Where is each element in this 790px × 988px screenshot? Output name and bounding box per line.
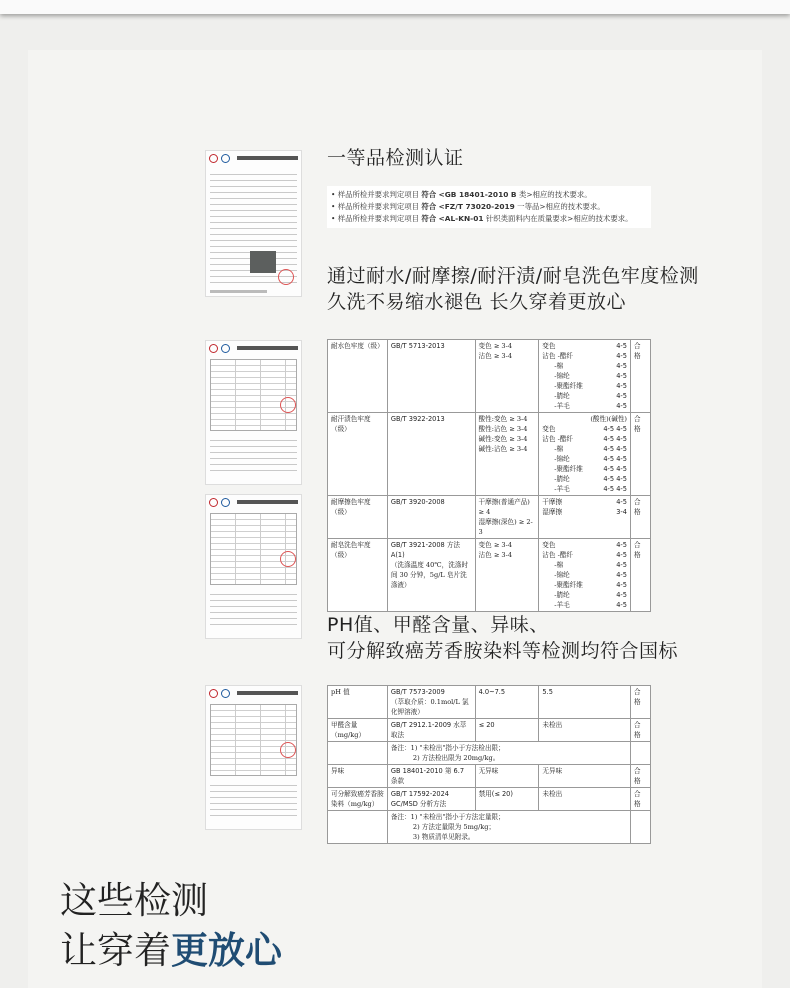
- result-value: 4-5 4-5: [603, 455, 627, 463]
- result-label: 变色: [542, 342, 556, 350]
- slogan-line-2: [60, 928, 282, 974]
- result-line: [542, 560, 627, 570]
- verdict: 合格: [631, 719, 651, 742]
- table-row: [328, 719, 651, 742]
- standard-line: • 样品所检并要求判定项目 符合 <GB 18401-2010 B 类>相应的技术要求。: [331, 190, 592, 199]
- standard-code: GB/T 2912.1-2009 水萃取法: [390, 721, 467, 739]
- requirement-line: 碱性:变色 ≥ 3-4: [478, 435, 528, 443]
- result-label: -聚酯纤维: [554, 465, 583, 473]
- result-line: [542, 540, 627, 550]
- result-label: -锦纶: [554, 455, 570, 463]
- test-item: 异味: [328, 765, 388, 788]
- result-label: -棉: [554, 561, 564, 569]
- requirement: ≤ 20: [475, 719, 539, 742]
- note-line: 备注：1) "未检出"指小于方法定量限；: [390, 813, 505, 821]
- requirement-line: 沾色 ≥ 3-4: [478, 352, 513, 360]
- result-line: [542, 361, 627, 371]
- result-line: [542, 474, 627, 484]
- result-label: 干摩擦: [542, 498, 563, 506]
- test-standard: [387, 719, 475, 742]
- sample-photo: [250, 251, 276, 273]
- cma-logo-icon: [209, 344, 218, 353]
- result-line: [542, 434, 627, 444]
- standard-line: • 样品所检并要求判定项目 符合 <AL-KN-01 针织类面料内在质量要求>相应的技术要求。: [331, 214, 633, 223]
- result-value: 4-5 4-5: [603, 445, 627, 453]
- slogan-line-1: 这些检测: [60, 879, 208, 922]
- section-heading-chemical-line2: 可分解致癌芳香胺染料等检测均符合国标: [327, 640, 679, 662]
- result-label: 沾色 -醋纤: [542, 435, 573, 443]
- test-standard: [387, 765, 475, 788]
- result-label: -腈纶: [554, 475, 570, 483]
- note-line: 2) 方法定量限为 5mg/kg；: [412, 823, 496, 831]
- result-line: [542, 570, 627, 580]
- cnas-logo-icon: [221, 344, 230, 353]
- result-value: 4-5: [616, 352, 627, 360]
- result-label: 变色: [542, 541, 556, 549]
- note: [387, 742, 630, 765]
- note-row: [328, 742, 651, 765]
- standard-code: GB/T 3922-2013: [390, 415, 445, 423]
- table-row: [328, 686, 651, 719]
- result-line: [542, 507, 627, 517]
- result-line: [542, 341, 627, 351]
- top-bar: [0, 0, 790, 14]
- note-spacer: [328, 811, 388, 844]
- result-value: 4-5: [616, 561, 627, 569]
- test-item: 可分解致癌芳香胺染料（mg/kg）: [328, 788, 388, 811]
- result-label: -腈纶: [554, 392, 570, 400]
- note-line: 2) 方法检出限为 20mg/kg。: [412, 754, 500, 762]
- result-label: -腈纶: [554, 591, 570, 599]
- table-row: [328, 413, 651, 496]
- standard-code: GB/T 7573-2009: [390, 688, 445, 696]
- result-line: [542, 401, 627, 411]
- result-line: [542, 550, 627, 560]
- standard-code: GB/T 5713-2013: [390, 342, 445, 350]
- requirement: [475, 539, 539, 612]
- result: [539, 496, 631, 539]
- section-heading-certification: 一等品检测认证: [327, 147, 464, 169]
- result: 无异味: [539, 765, 631, 788]
- chemical-table: [327, 685, 651, 844]
- result-value: 4-5: [616, 551, 627, 559]
- result-line: [542, 454, 627, 464]
- result-line: [542, 464, 627, 474]
- result: 未检出: [539, 788, 631, 811]
- result-value: 4-5: [616, 402, 627, 410]
- result-label: 湿摩擦: [542, 508, 563, 516]
- test-standard: [387, 413, 475, 496]
- result-value: 4-5 4-5: [603, 425, 627, 433]
- result-label: -棉: [554, 445, 564, 453]
- test-item: pH 值: [328, 686, 388, 719]
- result-value: 4-5: [616, 392, 627, 400]
- note-spacer: [631, 742, 651, 765]
- requirement-line: 碱性:沾色 ≥ 3-4: [478, 445, 528, 453]
- result-label: -聚酯纤维: [554, 581, 583, 589]
- result-head: (酸性)(碱性): [590, 415, 627, 423]
- requirement: 禁用(≤ 20): [475, 788, 539, 811]
- requirement: [475, 496, 539, 539]
- colorfastness-table: [327, 339, 651, 612]
- report-thumbnail-1: [205, 150, 302, 297]
- section-heading-colorfastness-line2: 久洗不易缩水褪色 长久穿着更放心: [327, 291, 627, 313]
- table-row: [328, 788, 651, 811]
- verdict: 合格: [631, 539, 651, 612]
- note-spacer: [328, 742, 388, 765]
- slogan-plain: 让穿着: [60, 929, 171, 972]
- test-standard: [387, 788, 475, 811]
- standard-code: GB/T 17592-2024 GC/MSD 分析方法: [390, 790, 450, 808]
- result-line: [542, 600, 627, 610]
- table-row: [328, 765, 651, 788]
- result-value: 4-5: [616, 362, 627, 370]
- result-label: -锦纶: [554, 571, 570, 579]
- verdict: 合格: [631, 496, 651, 539]
- requirement-line: 酸性:变色 ≥ 3-4: [478, 415, 528, 423]
- result-line: [542, 371, 627, 381]
- requirement-line: 酸性:沾色 ≥ 3-4: [478, 425, 528, 433]
- verdict: 合格: [631, 686, 651, 719]
- result-value: 4-5: [616, 342, 627, 350]
- section-heading-chemical-line1: PH值、甲醛含量、异味、: [327, 614, 549, 636]
- section-heading-colorfastness-line1: 通过耐水/耐摩擦/耐汗渍/耐皂洗色牢度检测: [327, 265, 699, 287]
- requirement: 无异味: [475, 765, 539, 788]
- result: [539, 539, 631, 612]
- test-item: 耐摩擦色牢度（级）: [328, 496, 388, 539]
- result-value: 4-5: [616, 591, 627, 599]
- result-value: 4-5: [616, 372, 627, 380]
- standard-code: GB/T 3921-2008 方法 A(1): [390, 541, 461, 559]
- result-value: 4-5: [616, 581, 627, 589]
- note-row: [328, 811, 651, 844]
- test-standard: [387, 686, 475, 719]
- test-item: 耐皂洗色牢度（级）: [328, 539, 388, 612]
- report-thumbnail-4: [205, 685, 302, 830]
- requirement: [475, 413, 539, 496]
- verdict: 合格: [631, 340, 651, 413]
- note-line: 备注：1) "未检出"指小于方法检出限；: [390, 744, 505, 752]
- verdict: 合格: [631, 788, 651, 811]
- result-value: 4-5 4-5: [603, 435, 627, 443]
- verdict: 合格: [631, 413, 651, 496]
- note-spacer: [631, 811, 651, 844]
- table-row: [328, 496, 651, 539]
- result-value: 3-4: [616, 508, 627, 516]
- test-item: 耐水色牢度（级）: [328, 340, 388, 413]
- test-standard: [387, 340, 475, 413]
- result: [539, 413, 631, 496]
- report-thumbnail-2: [205, 340, 302, 485]
- requirement-line: 沾色 ≥ 3-4: [478, 551, 513, 559]
- result-value: 4-5: [616, 601, 627, 609]
- result-label: 变色: [542, 425, 556, 433]
- cma-logo-icon: [209, 498, 218, 507]
- standard-note: （萃取介质：0.1mol/L 氯化钾溶液）: [390, 698, 469, 716]
- standards-list: [327, 186, 651, 228]
- result-value: 4-5: [616, 571, 627, 579]
- seal-stamp-icon: [280, 397, 296, 413]
- result-line: [542, 590, 627, 600]
- result-value: 4-5 4-5: [603, 465, 627, 473]
- result-line: [542, 424, 627, 434]
- requirement-line: 干摩擦(普通产品) ≥ 4: [478, 498, 530, 516]
- result-value: 4-5: [616, 498, 627, 506]
- seal-stamp-icon: [278, 269, 294, 285]
- result-line: [542, 391, 627, 401]
- requirement-line: 变色 ≥ 3-4: [478, 342, 513, 350]
- result-line: [542, 484, 627, 494]
- result: [539, 340, 631, 413]
- result-line: [542, 497, 627, 507]
- test-standard: [387, 496, 475, 539]
- requirement: 4.0~7.5: [475, 686, 539, 719]
- result-label: -棉: [554, 362, 564, 370]
- slogan-accent: 更放心: [171, 929, 282, 972]
- result-value: 4-5 4-5: [603, 475, 627, 483]
- table-row: [328, 340, 651, 413]
- result-line: [542, 351, 627, 361]
- requirement-line: 湿摩擦(深色) ≥ 2-3: [478, 518, 533, 536]
- result-line: [542, 580, 627, 590]
- cma-logo-icon: [209, 154, 218, 163]
- test-standard: [387, 539, 475, 612]
- report-thumbnail-3: [205, 494, 302, 639]
- table-row: [328, 539, 651, 612]
- cnas-logo-icon: [221, 154, 230, 163]
- result-label: -羊毛: [554, 402, 570, 410]
- test-item: 甲醛含量（mg/kg）: [328, 719, 388, 742]
- requirement: [475, 340, 539, 413]
- cnas-logo-icon: [221, 498, 230, 507]
- cnas-logo-icon: [221, 689, 230, 698]
- verdict: 合格: [631, 765, 651, 788]
- seal-stamp-icon: [280, 742, 296, 758]
- standard-code: GB/T 3920-2008: [390, 498, 445, 506]
- test-item: 耐汗渍色牢度（级）: [328, 413, 388, 496]
- standard-code: GB 18401-2010 第 6.7 条款: [390, 767, 465, 785]
- result: 5.5: [539, 686, 631, 719]
- standard-note: （洗涤温度 40℃，洗涤时间 30 分钟，5g/L 皂片洗涤液）: [390, 561, 469, 589]
- result-label: 沾色 -醋纤: [542, 352, 573, 360]
- cma-logo-icon: [209, 689, 218, 698]
- result-label: -羊毛: [554, 601, 570, 609]
- result-label: 沾色 -醋纤: [542, 551, 573, 559]
- result: 未检出: [539, 719, 631, 742]
- result-label: -锦纶: [554, 372, 570, 380]
- result-label: -聚酯纤维: [554, 382, 583, 390]
- note-line: 3) 物质清单见附录。: [412, 833, 475, 841]
- result-value: 4-5: [616, 541, 627, 549]
- standard-line: • 样品所检并要求判定项目 符合 <FZ/T 73020-2019 一等品>相应的技术要求。: [331, 202, 605, 211]
- requirement-line: 变色 ≥ 3-4: [478, 541, 513, 549]
- note: [387, 811, 630, 844]
- result-line: [542, 444, 627, 454]
- result-label: -羊毛: [554, 485, 570, 493]
- seal-stamp-icon: [280, 551, 296, 567]
- result-value: 4-5 4-5: [603, 485, 627, 493]
- result-value: 4-5: [616, 382, 627, 390]
- result-line: [542, 381, 627, 391]
